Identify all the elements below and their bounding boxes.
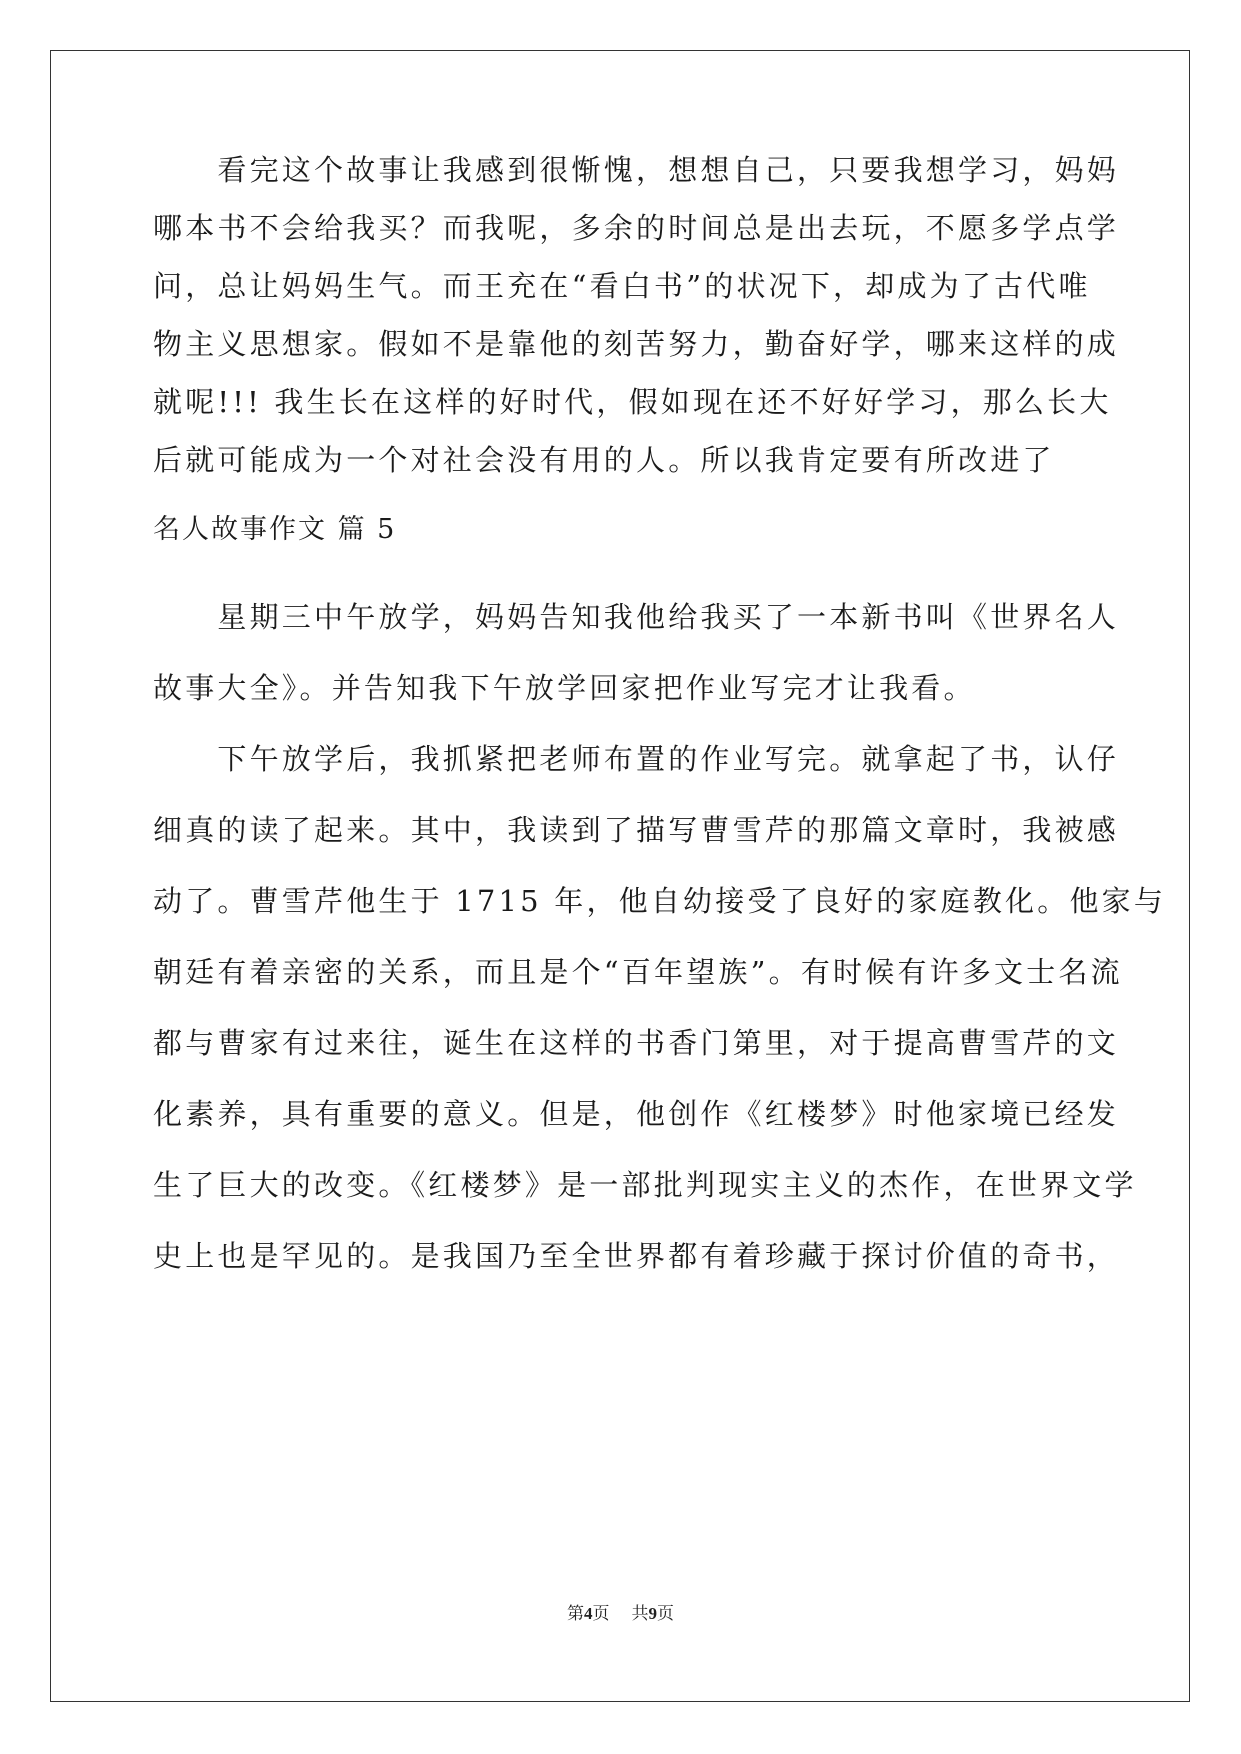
- paragraph-line: 生了巨大的改变。《红楼梦》是一部批判现实主义的杰作，在世界文学: [153, 1168, 1137, 1202]
- paragraph-line: 都与曹家有过来往，诞生在这样的书香门第里，对于提高曹雪芹的文: [153, 1026, 1120, 1060]
- paragraph-line: 星期三中午放学，妈妈告知我他给我买了一本新书叫《世界名人: [153, 600, 1120, 634]
- paragraph-line: 朝廷有着亲密的关系，而且是个“百年望族”。有时候有许多文士名流: [153, 955, 1123, 989]
- section-heading: 名人故事作文 篇 5: [153, 514, 397, 545]
- paragraph-line: 物主义思想家。假如不是靠他的刻苦努力，勤奋好学，哪来这样的成: [153, 327, 1120, 361]
- total-pages-prefix: 共: [631, 1604, 649, 1623]
- paragraph-line: 动了。曹雪芹他生于 1715 年，他自幼接受了良好的家庭教化。他家与: [153, 884, 1167, 918]
- paragraph-line: 下午放学后，我抓紧把老师布置的作业写完。就拿起了书，认仔: [153, 742, 1120, 776]
- paragraph-line: 故事大全》。并告知我下午放学回家把作业写完才让我看。: [153, 671, 976, 705]
- page-number-prefix: 第: [567, 1604, 584, 1623]
- paragraph-line: 化素养，具有重要的意义。但是，他创作《红楼梦》时他家境已经发: [153, 1097, 1120, 1131]
- current-page-number: 4: [584, 1604, 593, 1623]
- total-page-count: 9: [648, 1604, 657, 1623]
- page-number-suffix: 页: [592, 1604, 610, 1623]
- paragraph-line: 看完这个故事让我感到很惭愧，想想自己，只要我想学习，妈妈: [153, 153, 1120, 187]
- paragraph-line: 后就可能成为一个对社会没有用的人。所以我肯定要有所改进了: [153, 443, 1055, 477]
- paragraph-line: 史上也是罕见的。是我国乃至全世界都有着珍藏于探讨价值的奇书，: [153, 1239, 1120, 1273]
- paragraph-line: 问，总让妈妈生气。而王充在“看白书”的状况下，却成为了古代唯: [153, 269, 1091, 303]
- total-pages-suffix: 页: [657, 1604, 674, 1623]
- page-footer: [0, 1602, 1241, 1626]
- paragraph-line: 哪本书不会给我买？而我呢，多余的时间总是出去玩，不愿多学点学: [153, 211, 1120, 245]
- paragraph-line: 细真的读了起来。其中，我读到了描写曹雪芹的那篇文章时，我被感: [153, 813, 1120, 847]
- paragraph-line: 就呢!!! 我生长在这样的好时代，假如现在还不好好学习，那么长大: [153, 385, 1112, 419]
